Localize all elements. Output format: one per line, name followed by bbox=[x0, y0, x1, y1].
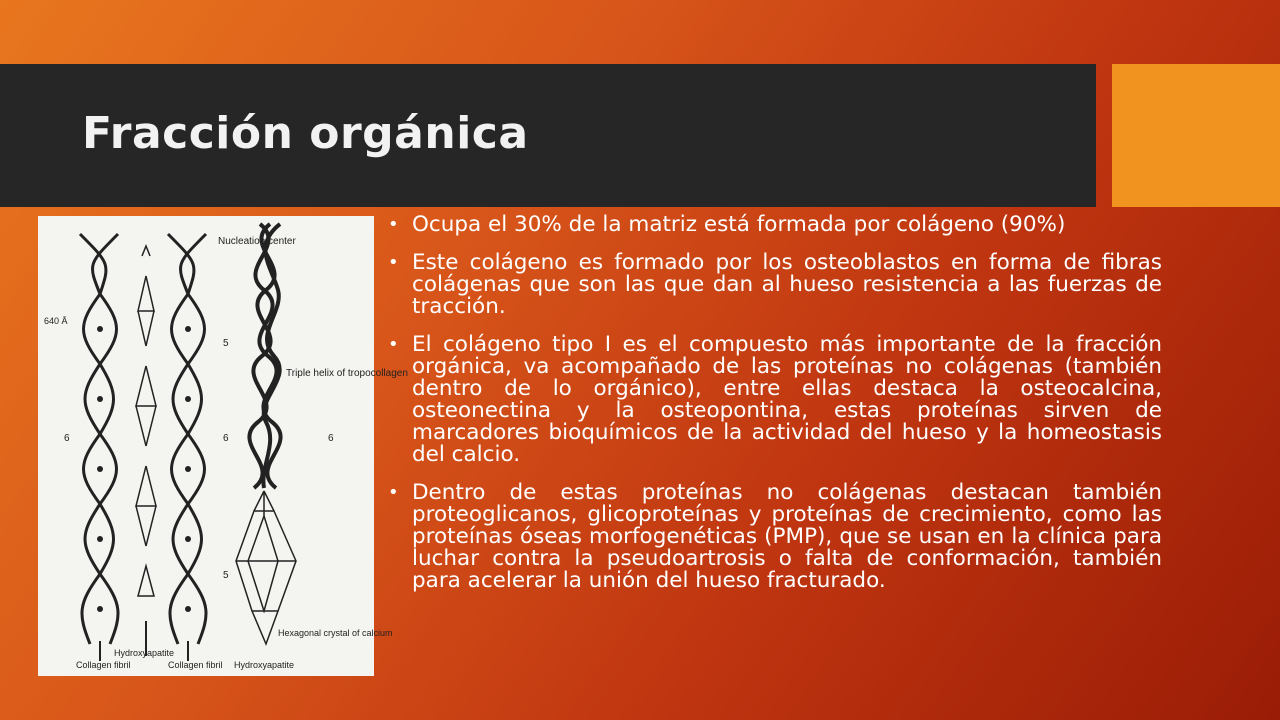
bullet-text: Dentro de estas proteínas no colágenas destacan también proteoglicanos, glicoproteínas y proteínas de crecimiento, como las proteínas óseas morfogenéticas (PMP), que se usan en la clínica para luchar contra la pseudoartrosis o falta de conformación, también para acelerar la unión del hueso fracturado. bbox=[412, 480, 1162, 593]
bullet-dot-icon: • bbox=[388, 214, 399, 235]
bullet-text: El colágeno tipo I es el compuesto más importante de la fracción orgánica, va acompañado de las proteínas no colágenas (también dentro de lo orgánico), entre ellas destaca la osteocalcina, osteonectina y la osteopontina, estas proteínas sirven de marcadores bioquímicos de la actividad del hueso y la homeostasis del calcio. bbox=[412, 332, 1162, 467]
label-collagen-right: Collagen fibril bbox=[168, 660, 223, 670]
bullet-item bbox=[386, 482, 1162, 592]
collagen-diagram bbox=[38, 216, 408, 676]
triple-helix bbox=[249, 224, 280, 488]
hexagonal-crystal bbox=[236, 491, 296, 644]
label-triple-helix: Triple helix of tropocollagen bbox=[286, 368, 408, 379]
bullet-item bbox=[386, 334, 1162, 466]
label-num-6a: 6 bbox=[64, 433, 70, 444]
bullet-dot-icon: • bbox=[388, 252, 399, 273]
label-spacing: 640 Å bbox=[44, 316, 68, 326]
label-hexagonal: Hexagonal crystal of calcium bbox=[278, 628, 393, 638]
collagen-fibril-right bbox=[168, 234, 206, 644]
collagen-fibril-left bbox=[80, 234, 118, 644]
label-num-6c: 6 bbox=[328, 433, 334, 444]
label-num-5a: 5 bbox=[223, 338, 229, 349]
label-num-5b: 5 bbox=[223, 570, 229, 581]
collagen-diagram-svg bbox=[38, 216, 408, 676]
bullet-item bbox=[386, 214, 1162, 236]
bullet-item bbox=[386, 252, 1162, 318]
label-hydroxyapatite-2: Hydroxyapatite bbox=[234, 660, 295, 670]
label-collagen-left: Collagen fibril bbox=[76, 660, 131, 670]
bullet-text: Ocupa el 30% de la matriz está formada por colágeno (90%) bbox=[412, 212, 1066, 237]
bullet-list bbox=[386, 214, 1162, 608]
crystal-column bbox=[136, 246, 156, 596]
bullet-dot-icon: • bbox=[388, 334, 399, 355]
label-num-6b: 6 bbox=[223, 433, 229, 444]
bullet-text: Este colágeno es formado por los osteoblastos en forma de fibras colágenas que son las que dan al hueso resistencia a las fuerzas de tracción. bbox=[412, 250, 1162, 319]
label-nucleation: Nucleation center bbox=[218, 236, 296, 247]
accent-square bbox=[1112, 64, 1280, 207]
label-hydroxyapatite: Hydroxyapatite bbox=[114, 648, 175, 658]
bullet-dot-icon: • bbox=[388, 482, 399, 503]
slide-title: Fracción orgánica bbox=[82, 108, 529, 159]
